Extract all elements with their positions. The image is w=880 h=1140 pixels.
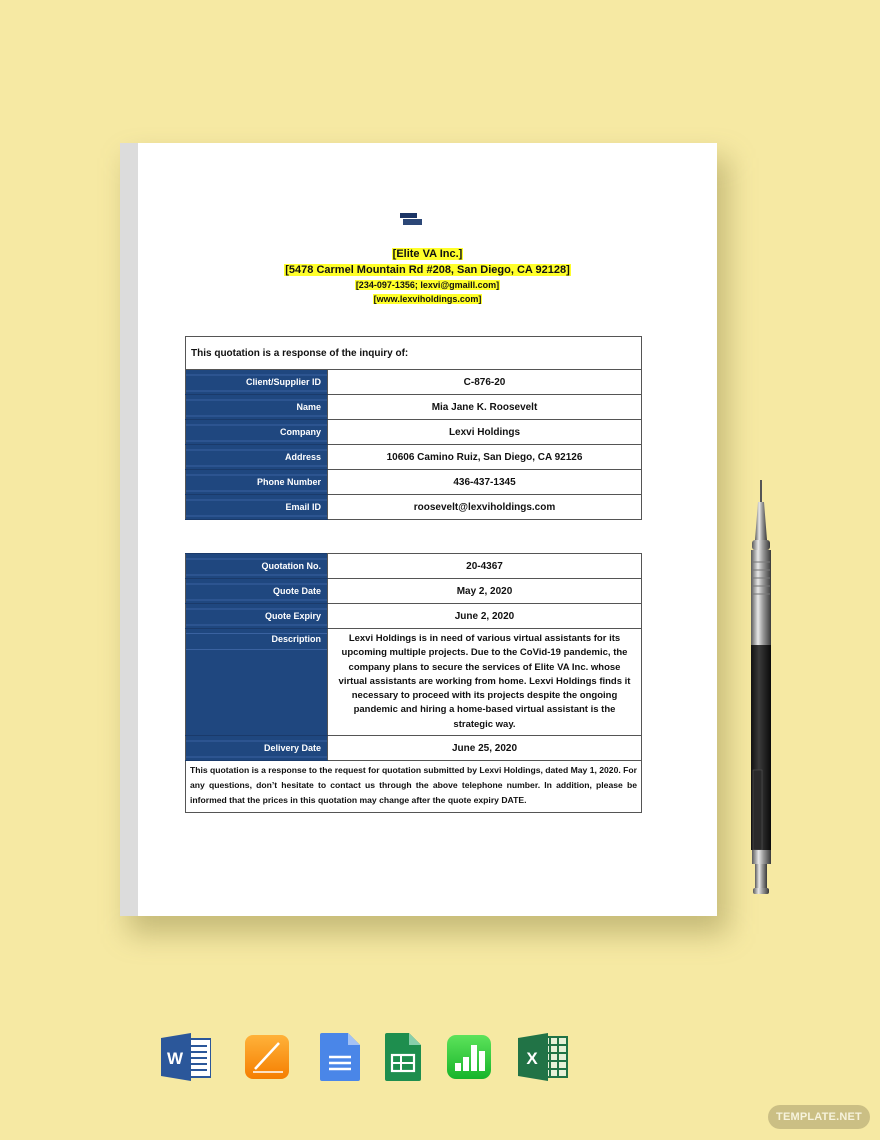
table-row bbox=[186, 629, 642, 736]
template-net-watermark: TEMPLATE.NET bbox=[768, 1105, 870, 1129]
table-row bbox=[186, 395, 642, 420]
quote-expiry-value: June 2, 2020 bbox=[328, 604, 642, 629]
quotation-number-value: 20-4367 bbox=[328, 554, 642, 579]
svg-text:X: X bbox=[526, 1049, 538, 1068]
delivery-date-value: June 25, 2020 bbox=[328, 736, 642, 761]
field-label: Quotation No. bbox=[186, 554, 328, 579]
field-label: Phone Number bbox=[186, 470, 328, 495]
quote-date-value: May 2, 2020 bbox=[328, 579, 642, 604]
company-address: [5478 Carmel Mountain Rd #208, San Diego, CA 92128] bbox=[285, 264, 570, 276]
table-row bbox=[186, 495, 642, 520]
svg-text:W: W bbox=[166, 1049, 184, 1068]
field-label: Quote Date bbox=[186, 579, 328, 604]
table-row bbox=[186, 604, 642, 629]
table-row bbox=[186, 445, 642, 470]
google-sheets-icon[interactable] bbox=[383, 1033, 433, 1081]
description-value: Lexvi Holdings is in need of various virtual assistants for its upcoming multiple projects. Due to the CoVid-19 pandemic, the company plans to secure the services of Elite VA Inc. whose virtual assistants are working from home. Lexvi Holdings finds it necessary to proceed with its projects despite the ongoing pandemic and hiring a home-based virtual assistant is the strategic way. bbox=[328, 629, 642, 736]
client-table-intro: This quotation is a response of the inquiry of: bbox=[186, 337, 642, 370]
table-row bbox=[186, 370, 642, 395]
field-label: Delivery Date bbox=[186, 736, 328, 761]
client-email-value: roosevelt@lexviholdings.com bbox=[328, 495, 642, 520]
format-icons bbox=[0, 1033, 880, 1083]
field-label: Address bbox=[186, 445, 328, 470]
client-address-value: 10606 Camino Ruiz, San Diego, CA 92126 bbox=[328, 445, 642, 470]
field-label: Client/Supplier ID bbox=[186, 370, 328, 395]
pencil-icon bbox=[740, 480, 780, 920]
field-label: Company bbox=[186, 420, 328, 445]
table-row bbox=[186, 554, 642, 579]
page-spine bbox=[120, 143, 138, 916]
word-icon[interactable] bbox=[161, 1033, 211, 1081]
table-row bbox=[186, 579, 642, 604]
client-info-table bbox=[185, 336, 642, 520]
excel-icon[interactable] bbox=[518, 1033, 568, 1081]
quotation-table bbox=[185, 553, 642, 813]
company-contact: [234-097-1356; lexvi@gmaill.com] bbox=[355, 280, 500, 290]
field-label: Email ID bbox=[186, 495, 328, 520]
table-row bbox=[186, 470, 642, 495]
field-label: Name bbox=[186, 395, 328, 420]
numbers-icon[interactable] bbox=[445, 1033, 495, 1081]
table-row bbox=[186, 420, 642, 445]
company-logo-icon bbox=[400, 213, 422, 227]
google-docs-icon[interactable] bbox=[318, 1033, 368, 1081]
company-header bbox=[138, 246, 717, 306]
quotation-note: This quotation is a response to the request for quotation submitted by Lexvi Holdings, dated May 1, 2020. For any questions, don’t hesitate to contact us through the above telephone number. In addition, please be informed that the prices in this quotation may change after the quote expiry DATE. bbox=[186, 761, 642, 813]
table-row bbox=[186, 736, 642, 761]
client-company-value: Lexvi Holdings bbox=[328, 420, 642, 445]
pages-icon[interactable] bbox=[243, 1033, 293, 1081]
client-name-value: Mia Jane K. Roosevelt bbox=[328, 395, 642, 420]
company-name: [Elite VA Inc.] bbox=[392, 248, 463, 260]
client-id-value: C-876-20 bbox=[328, 370, 642, 395]
document-page bbox=[120, 143, 717, 916]
field-label: Description bbox=[186, 629, 328, 736]
company-website: [www.lexviholdings.com] bbox=[373, 294, 482, 304]
client-phone-value: 436-437-1345 bbox=[328, 470, 642, 495]
field-label: Quote Expiry bbox=[186, 604, 328, 629]
